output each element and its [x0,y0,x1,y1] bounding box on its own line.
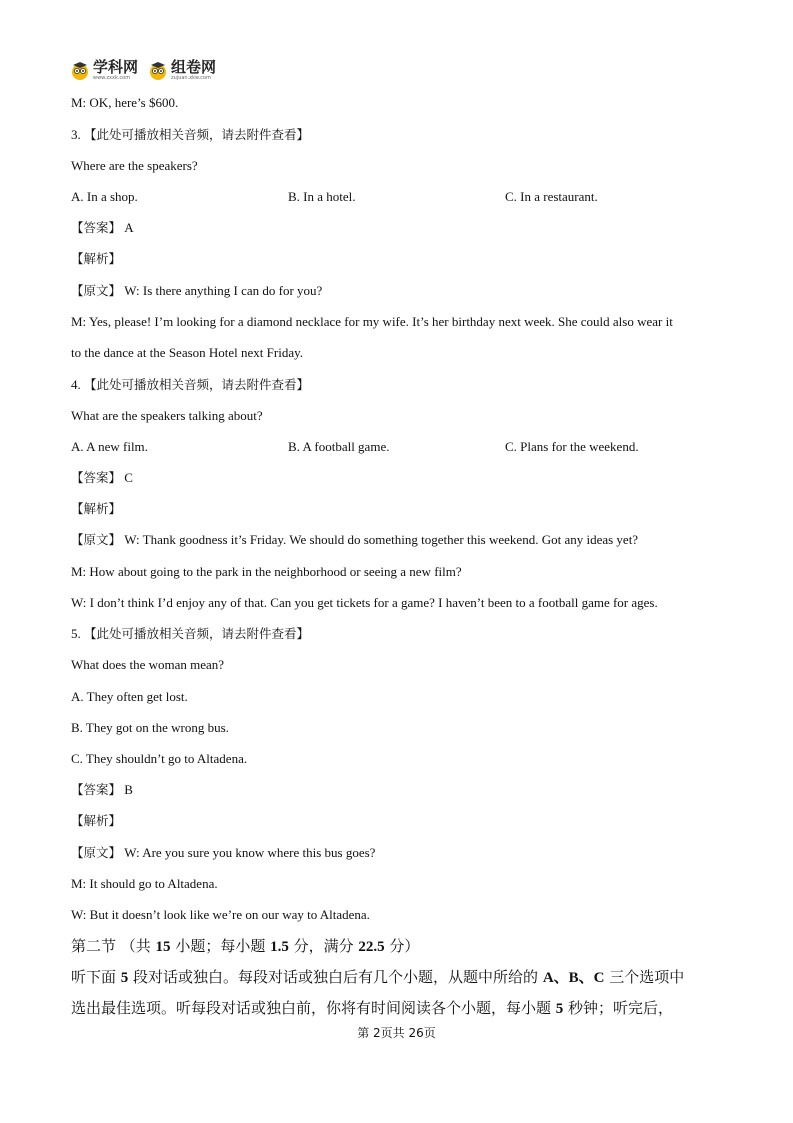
transcript-line: W: Is there anything I can do for you? [124,283,323,298]
section-title-number: 1.5 [270,939,289,955]
instruction-part: 听下面 [71,968,121,986]
q5-option-c: C. They shouldn’t go to Altadena. [71,751,248,766]
section-title-part: 分，满分 [288,937,359,955]
transcript-line: W: Are you sure you know where this bus goes? [124,845,376,860]
instruction-number: 5 [120,970,129,986]
q5-analysis-label: 【解析】 [71,813,122,828]
q3-analysis-label: 【解析】 [71,251,122,266]
q5-transcript [71,845,375,861]
question-5-text: What does the woman mean? [71,657,225,672]
answer-value: A [124,220,134,235]
q4-transcript [71,532,638,548]
question-number: 5. [71,626,81,641]
q4-option-c: C. Plans for the weekend. [505,439,639,454]
section-title-part: 分） [384,937,420,955]
question-3-text: Where are the speakers? [71,158,198,173]
dialogue-line: M: Yes, please! I’m looking for a diamond necklace for my wife. It’s her birthday next week. She could also wear it [71,314,673,329]
instruction-number: 5 [555,1001,564,1017]
q4-answer [71,470,133,486]
q3-option-c: C. In a restaurant. [505,189,598,204]
transcript-label: 【原文】 [71,532,122,547]
header-logos [70,60,216,81]
instruction-options: A、B、C [542,970,605,986]
page-number: 第 2页共 26页 [357,1026,436,1040]
section-title-part: 小题；每小题 [170,937,271,955]
logo2-url: zujuan.xkw.com [171,75,211,81]
section-2-instructions-line-2 [71,998,673,1019]
transcript-label: 【原文】 [71,845,122,860]
answer-value: B [124,782,133,797]
q3-option-a: A. In a shop. [71,189,138,204]
question-3-header [71,127,309,143]
section-title-part: 第二节 （共 [71,937,156,955]
instruction-part: 秒钟；听完后， [563,999,674,1017]
dialogue-line: W: But it doesn’t look like we’re on our way to Altadena. [71,907,370,922]
audio-note: 【此处可播放相关音频，请去附件查看】 [84,626,310,641]
q5-option-b: B. They got on the wrong bus. [71,720,229,735]
answer-value: C [124,470,133,485]
owl-logo-icon [148,61,168,81]
dialogue-line: M: How about going to the park in the neighborhood or seeing a new film? [71,564,462,579]
question-4-header [71,377,309,393]
logo2-name: 组卷网 [171,58,217,76]
section-2-instructions-line-1 [71,967,684,988]
q5-option-a: A. They often get lost. [71,689,188,704]
q4-option-b: B. A football game. [288,439,390,454]
section-title-number: 22.5 [358,939,385,955]
question-number: 3. [71,127,81,142]
question-4-text: What are the speakers talking about? [71,408,263,423]
answer-label: 【答案】 [71,220,122,235]
dialogue-line: to the dance at the Season Hotel next Friday. [71,345,304,360]
zujuanwang-logo [148,60,216,81]
xuekewang-logo [70,60,138,81]
dialogue-line: M: It should go to Altadena. [71,876,218,891]
q4-analysis-label: 【解析】 [71,501,122,516]
instruction-part: 三个选项中 [604,968,685,986]
question-5-header [71,626,309,642]
answer-label: 【答案】 [71,782,122,797]
q3-transcript [71,283,322,299]
q5-answer [71,782,133,798]
dialogue-line: M: OK, here’s $600. [71,95,179,110]
question-number: 4. [71,377,81,392]
logo1-url: www.zxxk.com [93,75,131,81]
owl-logo-icon [70,61,90,81]
section-2-title [71,936,419,957]
audio-note: 【此处可播放相关音频，请去附件查看】 [84,377,310,392]
transcript-line: W: Thank goodness it’s Friday. We should do something together this weekend. Got any ideas yet? [124,532,639,547]
instruction-part: 段对话或独白。每段对话或独白后有几个小题，从题中所给的 [128,968,543,986]
audio-note: 【此处可播放相关音频，请去附件查看】 [84,127,310,142]
transcript-label: 【原文】 [71,283,122,298]
q3-option-b: B. In a hotel. [288,189,356,204]
q3-answer [71,220,134,236]
dialogue-line: W: I don’t think I’d enjoy any of that. Can you get tickets for a game? I haven’t been to a football game for ages. [71,595,658,610]
q4-option-a: A. A new film. [71,439,148,454]
logo1-name: 学科网 [93,58,139,76]
section-title-number: 15 [155,939,171,955]
answer-label: 【答案】 [71,470,122,485]
instruction-part: 选出最佳选项。听每段对话或独白前，你将有时间阅读各个小题，每小题 [71,999,556,1017]
